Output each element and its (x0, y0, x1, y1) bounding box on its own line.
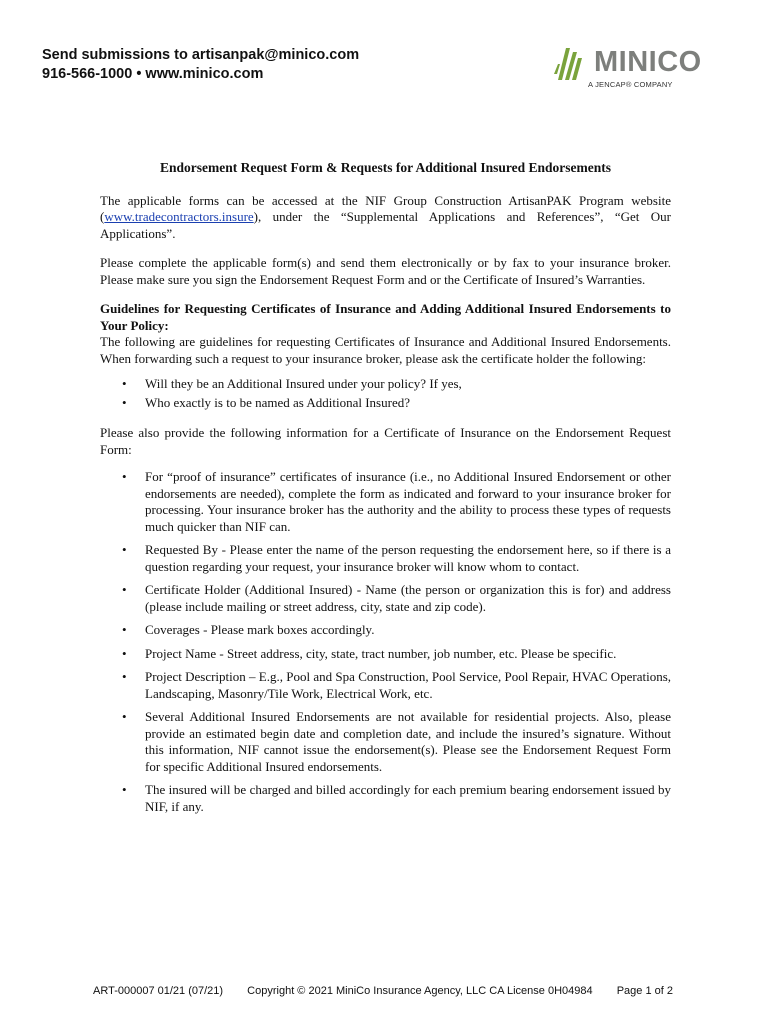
bullet-icon: • (122, 622, 127, 637)
list-item (100, 582, 671, 615)
bullet-icon: • (122, 394, 127, 410)
submission-header (42, 46, 359, 84)
form-id: ART-000007 01/21 (07/21) (93, 985, 224, 997)
page-title: Endorsement Request Form & Requests for Additional Insured Endorsements (159, 160, 612, 175)
list-item-text: Several Additional Insured Endorsements are not available for residential projects. Also, please provide an estimated begin date and completion date, and include the insured’s signature. Without this information, NIF cannot issue the endorsement(s). Please see the Endorsement Request Form for specific Additional Insured endorsements. (145, 709, 671, 774)
page-footer (93, 985, 673, 997)
additional-info-paragraph: Please also provide the following information for a Certificate of Insurance on the Endorsement Request Form: (100, 425, 671, 457)
minico-logo (552, 44, 727, 94)
logo-tagline: A JENCAP® COMPANY (588, 80, 673, 89)
list-item-text: Coverages - Please mark boxes accordingly. (145, 622, 375, 637)
list-item-text: Requested By - Please enter the name of the person requesting the endorsement here, so if there is a question regarding your request, your insurance broker will know whom to contact. (145, 542, 671, 574)
list-item (100, 782, 671, 815)
list-item (100, 709, 671, 775)
list-item-text: Who exactly is to be named as Additional Insured? (145, 394, 410, 410)
page-number: Page 1 of 2 (616, 985, 673, 997)
endorsement-request-instructions (100, 469, 671, 815)
guidelines-heading: Guidelines for Requesting Certificates of Insurance and Adding Additional Insured Endorsements to Your Policy: (100, 301, 671, 333)
list-item (100, 469, 671, 535)
bullet-icon: • (122, 782, 127, 797)
contact-line: 916-566-1000 • www.minico.com (42, 66, 264, 82)
certificate-holder-questions (100, 376, 671, 411)
document-body (100, 160, 671, 829)
bullet-icon: • (122, 669, 127, 684)
guidelines-section (100, 301, 671, 367)
list-item (100, 622, 671, 639)
bullet-icon: • (122, 582, 127, 597)
bullet-icon: • (122, 709, 127, 724)
list-item-text: Certificate Holder (Additional Insured) - Name (the person or organization this is for) and address (please include mailing or street address, city, state and zip code). (145, 582, 671, 614)
submission-email-line: Send submissions to artisanpak@minico.com (42, 47, 360, 63)
copyright-notice: Copyright © 2021 MiniCo Insurance Agency, LLC CA License 0H04984 (247, 985, 593, 997)
para1-text-start: The applicable forms can be accessed at the NIF Group Construction ArtisanPAK Program website ( (100, 192, 671, 224)
list-item-text: The insured will be charged and billed accordingly for each premium bearing endorsement issued by NIF, if any. (145, 782, 671, 814)
bullet-icon: • (122, 645, 127, 661)
bullet-icon: • (122, 542, 127, 557)
list-item (100, 669, 671, 702)
tradecontractors-link[interactable]: www.tradecontractors.insure (104, 209, 254, 224)
bullet-icon: • (122, 469, 127, 484)
instructions-paragraph: Please complete the applicable form(s) and send them electronically or by fax to your insurance broker. Please make sure you sign the Endorsement Request Form and or the Certificate of Insured’s Warranties. (100, 255, 671, 287)
bullet-icon: • (122, 376, 127, 391)
minico-wordmark: MINICO (594, 46, 702, 78)
minico-mark-icon (552, 46, 592, 80)
list-item-text: Will they be an Additional Insured under your policy? If yes, (145, 376, 462, 391)
para1-text-end: ), under the “Supplemental Applications and References”, “Get Our Applications”. (100, 209, 671, 241)
list-item-text: Project Name - Street address, city, state, tract number, job number, etc. Please be specific. (145, 645, 617, 661)
list-item (100, 646, 671, 663)
list-item-text: For “proof of insurance” certificates of insurance (i.e., no Additional Insured Endorsement or other endorsements are needed), complete the form as indicated and forward to your insurance broker for processing. Your insurance broker has the authority and the ability to process these types of requests much quicker than NIF can. (145, 469, 671, 534)
guidelines-text: The following are guidelines for requesting Certificates of Insurance and Additional Insured Endorsements. When forwarding such a request to your insurance broker, please ask the certificate holder the following: (100, 334, 671, 366)
list-item (100, 395, 671, 412)
list-item (100, 542, 671, 575)
list-item (100, 376, 671, 393)
forms-access-paragraph (100, 193, 671, 243)
list-item-text: Project Description – E.g., Pool and Spa Construction, Pool Service, Pool Repair, HVAC Operations, Landscaping, Masonry/Tile Work, Electrical Work, etc. (145, 669, 671, 701)
